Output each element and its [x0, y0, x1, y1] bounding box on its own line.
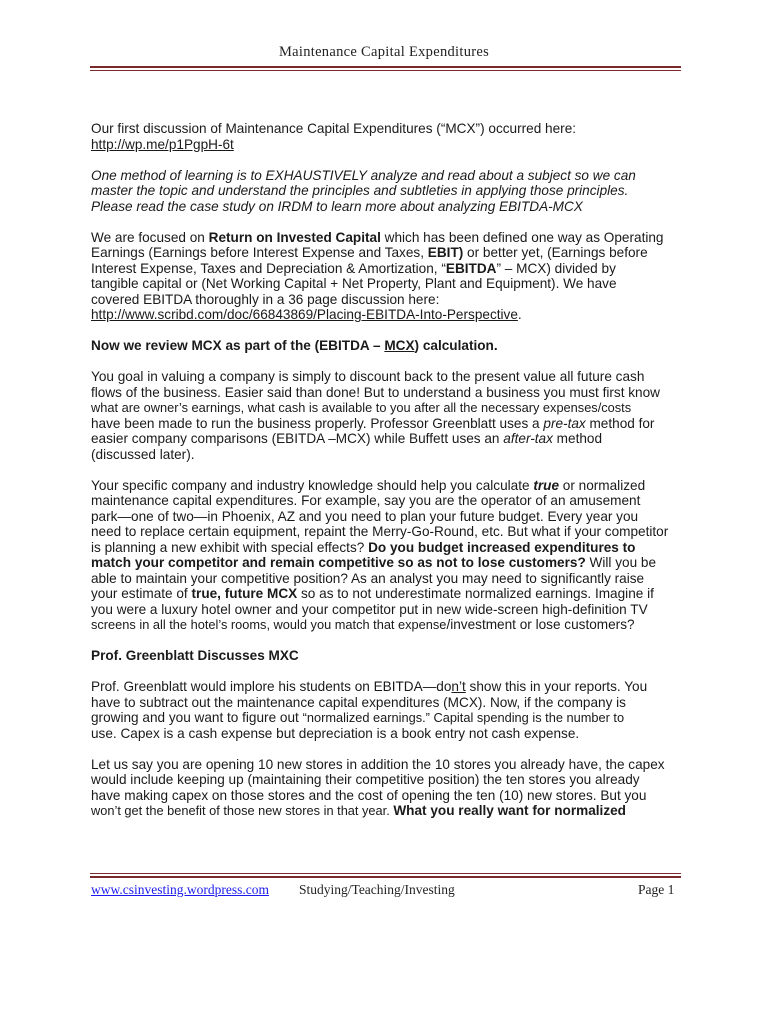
text: ” – MCX) divided by [496, 260, 616, 276]
text-line: tangible capital or (Net Working Capital + Net Property, Plant and Equipment). We have [91, 276, 617, 291]
paragraph-roic [91, 230, 691, 323]
text-line: master the topic and understand the principles and subtleties in applying those principles. [91, 183, 629, 198]
true-term: true [533, 477, 560, 493]
footer-website-link[interactable]: www.csinvesting.wordpress.com [91, 882, 269, 897]
text-line: covered EBITDA thoroughly in a 36 page discussion here: [91, 291, 440, 307]
roic-term: Return on Invested Capital [208, 229, 381, 245]
text: won’t get the benefit of those new stores in that year. [91, 803, 394, 818]
pretax-term: pre-tax [543, 415, 586, 431]
text: /investment or lose customers? [446, 617, 635, 632]
text-line: able to maintain your competitive position? As an analyst you may need to significantly raise [91, 570, 645, 586]
text: which has been defined one way as Operating [380, 229, 664, 245]
scribd-ebitda-link[interactable]: http://www.scribd.com/doc/66843869/Placing-EBITDA-Into-Perspective [91, 307, 518, 322]
page-header-title: Maintenance Capital Expenditures [278, 44, 490, 60]
text: Will you be [585, 555, 657, 570]
text-line: Please read the case study on IRDM to learn more about analyzing EBITDA-MCX [91, 198, 583, 214]
text: ) calculation. [414, 338, 498, 353]
text-line: you were a luxury hotel owner and your competitor put in new wide-screen high-definition TV [91, 601, 648, 617]
text: Interest Expense, Taxes and Depreciation & Amortization, “ [91, 260, 446, 276]
header-rule-thick [90, 66, 681, 68]
text: or better yet, (Earnings before [463, 245, 648, 260]
text-line: (discussed later). [91, 446, 195, 462]
text: your estimate of [91, 586, 192, 601]
text: We are focused on [91, 229, 209, 245]
text-line: One method of learning is to EXHAUSTIVELY analyze and read about a subject so we can [91, 167, 636, 183]
text: . [517, 307, 522, 322]
paragraph-industry-knowledge [91, 478, 691, 633]
text: Your specific company and industry knowledge should help you calculate [91, 477, 534, 493]
text-line: would include keeping up (maintaining their competitive position) the ten stores you already [91, 772, 640, 787]
text: screens in all the hotel’s rooms, would you match that expense [91, 617, 447, 632]
mcx-discussion-link[interactable]: http://wp.me/p1PgpH-6t [91, 136, 234, 152]
text: have been made to run the business properly. Professor Greenblatt uses a [91, 415, 544, 431]
paragraph-intro [91, 121, 691, 152]
paragraph-greenblatt [91, 679, 691, 741]
true-future-mcx-term: true, future MCX [191, 586, 298, 601]
text-line: have making capex on those stores and the cost of opening the ten (10) new stores. But you [91, 787, 647, 803]
mcx-term: MCX [384, 338, 415, 353]
ebit-term: EBIT) [427, 245, 464, 260]
footer-tagline: Studying/Teaching/Investing [299, 882, 455, 897]
footer-rule-thin [90, 873, 681, 874]
text-line: park—one of two—in Phoenix, AZ and you need to plan your future budget. Every year you [91, 508, 639, 524]
bold-question: Do you budget increased expenditures to [368, 539, 636, 555]
text-line: Our first discussion of Maintenance Capital Expenditures (“MCX”) occurred here: [91, 121, 577, 136]
text-line: need to replace certain equipment, repaint the Merry-Go-Round, etc. But what if your competitor [91, 524, 669, 539]
ebitda-term: EBITDA [445, 260, 497, 276]
text-line: Prof. Greenblatt Discusses MXC [91, 648, 299, 663]
text: so as to not underestimate normalized earnings. Imagine if [297, 586, 654, 601]
bold-question: match your competitor and remain competitive so as not to lose customers? [91, 555, 586, 570]
footer-rule-thick [90, 876, 681, 878]
bold-text: What you really want for normalized [393, 803, 626, 818]
paragraph-method [91, 168, 691, 215]
text-line: use. Capex is a cash expense but depreciation is a book entry not cash expense. [91, 725, 580, 741]
text: or normalized [559, 477, 646, 493]
paragraph-stores-example [91, 757, 691, 819]
text: Prof. Greenblatt would implore his students on EBITDA—do [91, 679, 452, 694]
aftertax-term: after-tax [503, 431, 553, 446]
text: show this in your reports. You [465, 679, 648, 694]
text: easier company comparisons (EBITDA –MCX) while Buffett uses an [91, 431, 504, 446]
text: is planning a new exhibit with special effects? [91, 539, 369, 555]
text-line: flows of the business. Easier said than done! But to understand a business you must first know [91, 384, 660, 400]
paragraph-valuation [91, 369, 691, 462]
text: “normalized earnings.” Capital spending is the number to [302, 710, 625, 725]
document-body [91, 121, 691, 834]
heading-greenblatt [91, 648, 691, 664]
text-line: Let us say you are opening 10 new stores in addition the 10 stores you already have, the capex [91, 756, 665, 772]
heading-mcx-review [91, 338, 691, 354]
text-line: You goal in valuing a company is simply to discount back to the present value all future cash [91, 369, 645, 384]
text-line: what are owner’s earnings, what cash is available to you after all the necessary expenses/costs [91, 400, 632, 415]
text-line: maintenance capital expenditures. For example, say you are the operator of an amusement [91, 493, 641, 508]
text: Now we review MCX as part of the (EBITDA – [91, 338, 385, 353]
page-number: Page 1 [638, 882, 675, 897]
text: Earnings (Earnings before Interest Expense and Taxes, [91, 245, 428, 260]
text: method [552, 431, 603, 446]
header-rule-thin [90, 70, 681, 71]
text: growing and you want to figure out [91, 710, 303, 725]
underlined-text: n’t [451, 679, 466, 694]
text-line: have to subtract out the maintenance capital expenditures (MCX). Now, if the company is [91, 694, 626, 710]
text: method for [585, 415, 655, 431]
